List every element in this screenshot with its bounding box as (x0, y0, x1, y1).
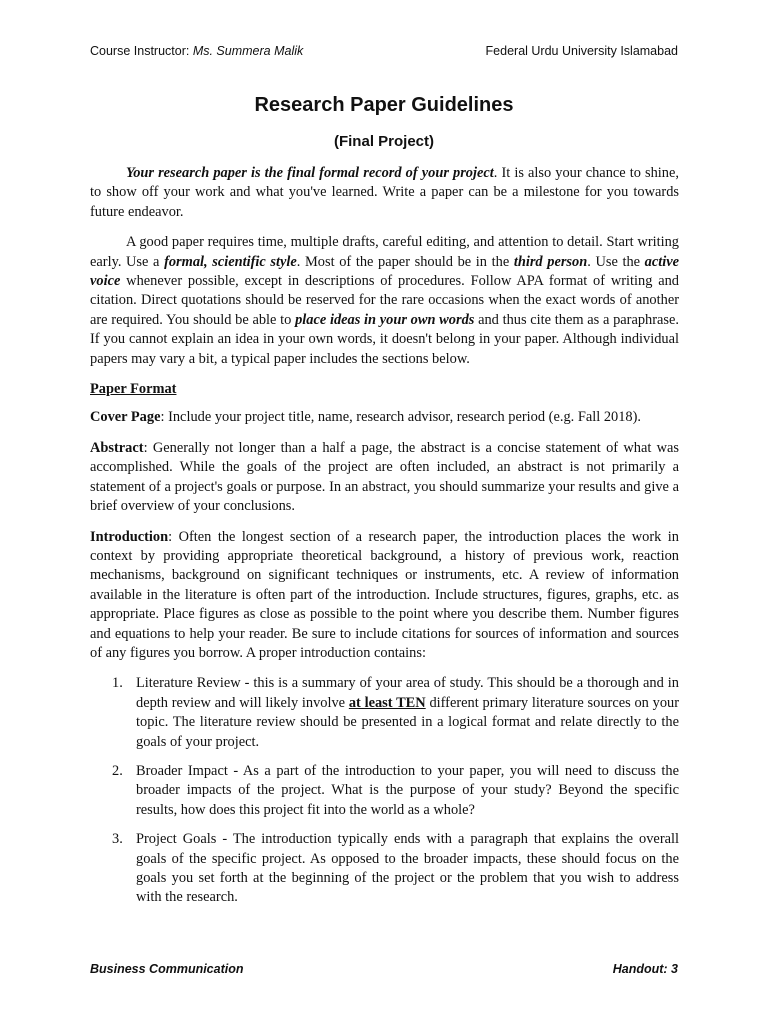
intro-emphasis: active voice (90, 253, 680, 290)
abstract-label: Abstract (90, 439, 144, 456)
intro-emphasis: Your research paper is the final formal record of your project (126, 165, 494, 181)
list-emphasis: at least TEN (348, 694, 426, 711)
introduction-label: Introduction (90, 528, 169, 545)
introduction-text: : Often the longest section of a research paper, the introduction places the work in context by providing appropriate theoretical background, a history of previous work, reaction mechanisms, background on significant techniques or instruments, etc. A review of information available in the literature is often part of the introduction. Include structures, figures, graphs, etc. as appropriate. Place figures as close as possible to the point where you describe them. Number figures and equations to help your reader. Be sure to include citations for sources of information and sources of any figures you borrow. A proper introduction contains: (90, 528, 679, 661)
list-item (90, 830, 679, 908)
cover-page-paragraph (90, 408, 679, 427)
intro-paragraph-2 (90, 233, 679, 369)
intro-text: . Most of the paper should be in the (296, 253, 514, 270)
intro-text: whenever possible, except in descriptions of procedures. Follow APA format of writing and citation. Direct quotations should be reserved for the rare occasions when the exact words of another are required. You should be able to (90, 273, 679, 328)
list-number: 1. (112, 675, 123, 692)
list-number: 3. (112, 831, 123, 848)
intro-emphasis: formal, scientific style (164, 253, 297, 270)
list-text: Literature Review - this is a summary of your area of study. This should be a thorough and in depth review and will likely involve (136, 675, 679, 711)
section-heading-paper-format: Paper Format (90, 381, 177, 398)
instructor (90, 44, 303, 58)
page-header (90, 44, 678, 58)
list-text: Broader Impact - As a part of the introduction to your paper, you will need to discuss the broader impacts of the project. What is the purpose of your study? Beyond the specific results, how does this project fit into the world as a whole? (136, 762, 679, 818)
page-title: Research Paper Guidelines (254, 94, 514, 116)
footer-handout: Handout: 3 (612, 962, 678, 976)
list-text: Project Goals - The introduction typically ends with a paragraph that explains the overall goals of the specific project. As opposed to the broader impacts, these should focus on the goals you set forth at the beginning of the project or the problem that you wish to address with the research. (136, 831, 679, 906)
intro-emphasis: place ideas in your own words (295, 311, 475, 328)
introduction-paragraph (90, 528, 679, 664)
abstract-text: : Generally not longer than a half a page, the abstract is a concise statement of what was accomplished. While the goals of the project are often included, an abstract is not primarily a statement of a project's goals or purpose. In an abstract, you should summarize your results and give a brief overview of your conclusions. (90, 439, 679, 515)
footer-course: Business Communication (90, 962, 244, 976)
instructor-name: Ms. Summera Malik (192, 44, 304, 58)
intro-paragraph-1 (90, 164, 679, 222)
document-body (90, 164, 679, 918)
instructor-label: Course Instructor: (90, 44, 193, 58)
intro-text: and thus cite them as a paraphrase. If you cannot explain an idea in your own words, it doesn't belong in your paper. Although individual papers may vary a bit, a typical paper includes the sections below. (90, 311, 679, 367)
introduction-contents-list (90, 674, 679, 907)
list-number: 2. (112, 762, 123, 779)
list-text: different primary literature sources on your topic. The literature review should be presented in a logical format and relate directly to the goals of your project. (136, 694, 679, 750)
intro-emphasis: third person (513, 253, 588, 270)
list-item (90, 762, 679, 820)
abstract-paragraph (90, 439, 679, 517)
page-footer (90, 962, 678, 976)
cover-page-label: Cover Page (90, 409, 161, 426)
list-item (90, 674, 679, 752)
university-name: Federal Urdu University Islamabad (485, 44, 678, 58)
page-subtitle: (Final Project) (333, 133, 434, 150)
cover-page-text: : Include your project title, name, research advisor, research period (e.g. Fall 2018). (160, 409, 641, 426)
intro-text: . Use the (587, 253, 645, 270)
intro-text: A good paper requires time, multiple drafts, careful editing, and attention to detail. Start writing early. Use a (90, 234, 679, 270)
intro-text: . It is also your chance to shine, to show off your work and what you've learned. Write a paper can be a milestone for you towards future endeavor. (90, 165, 679, 220)
